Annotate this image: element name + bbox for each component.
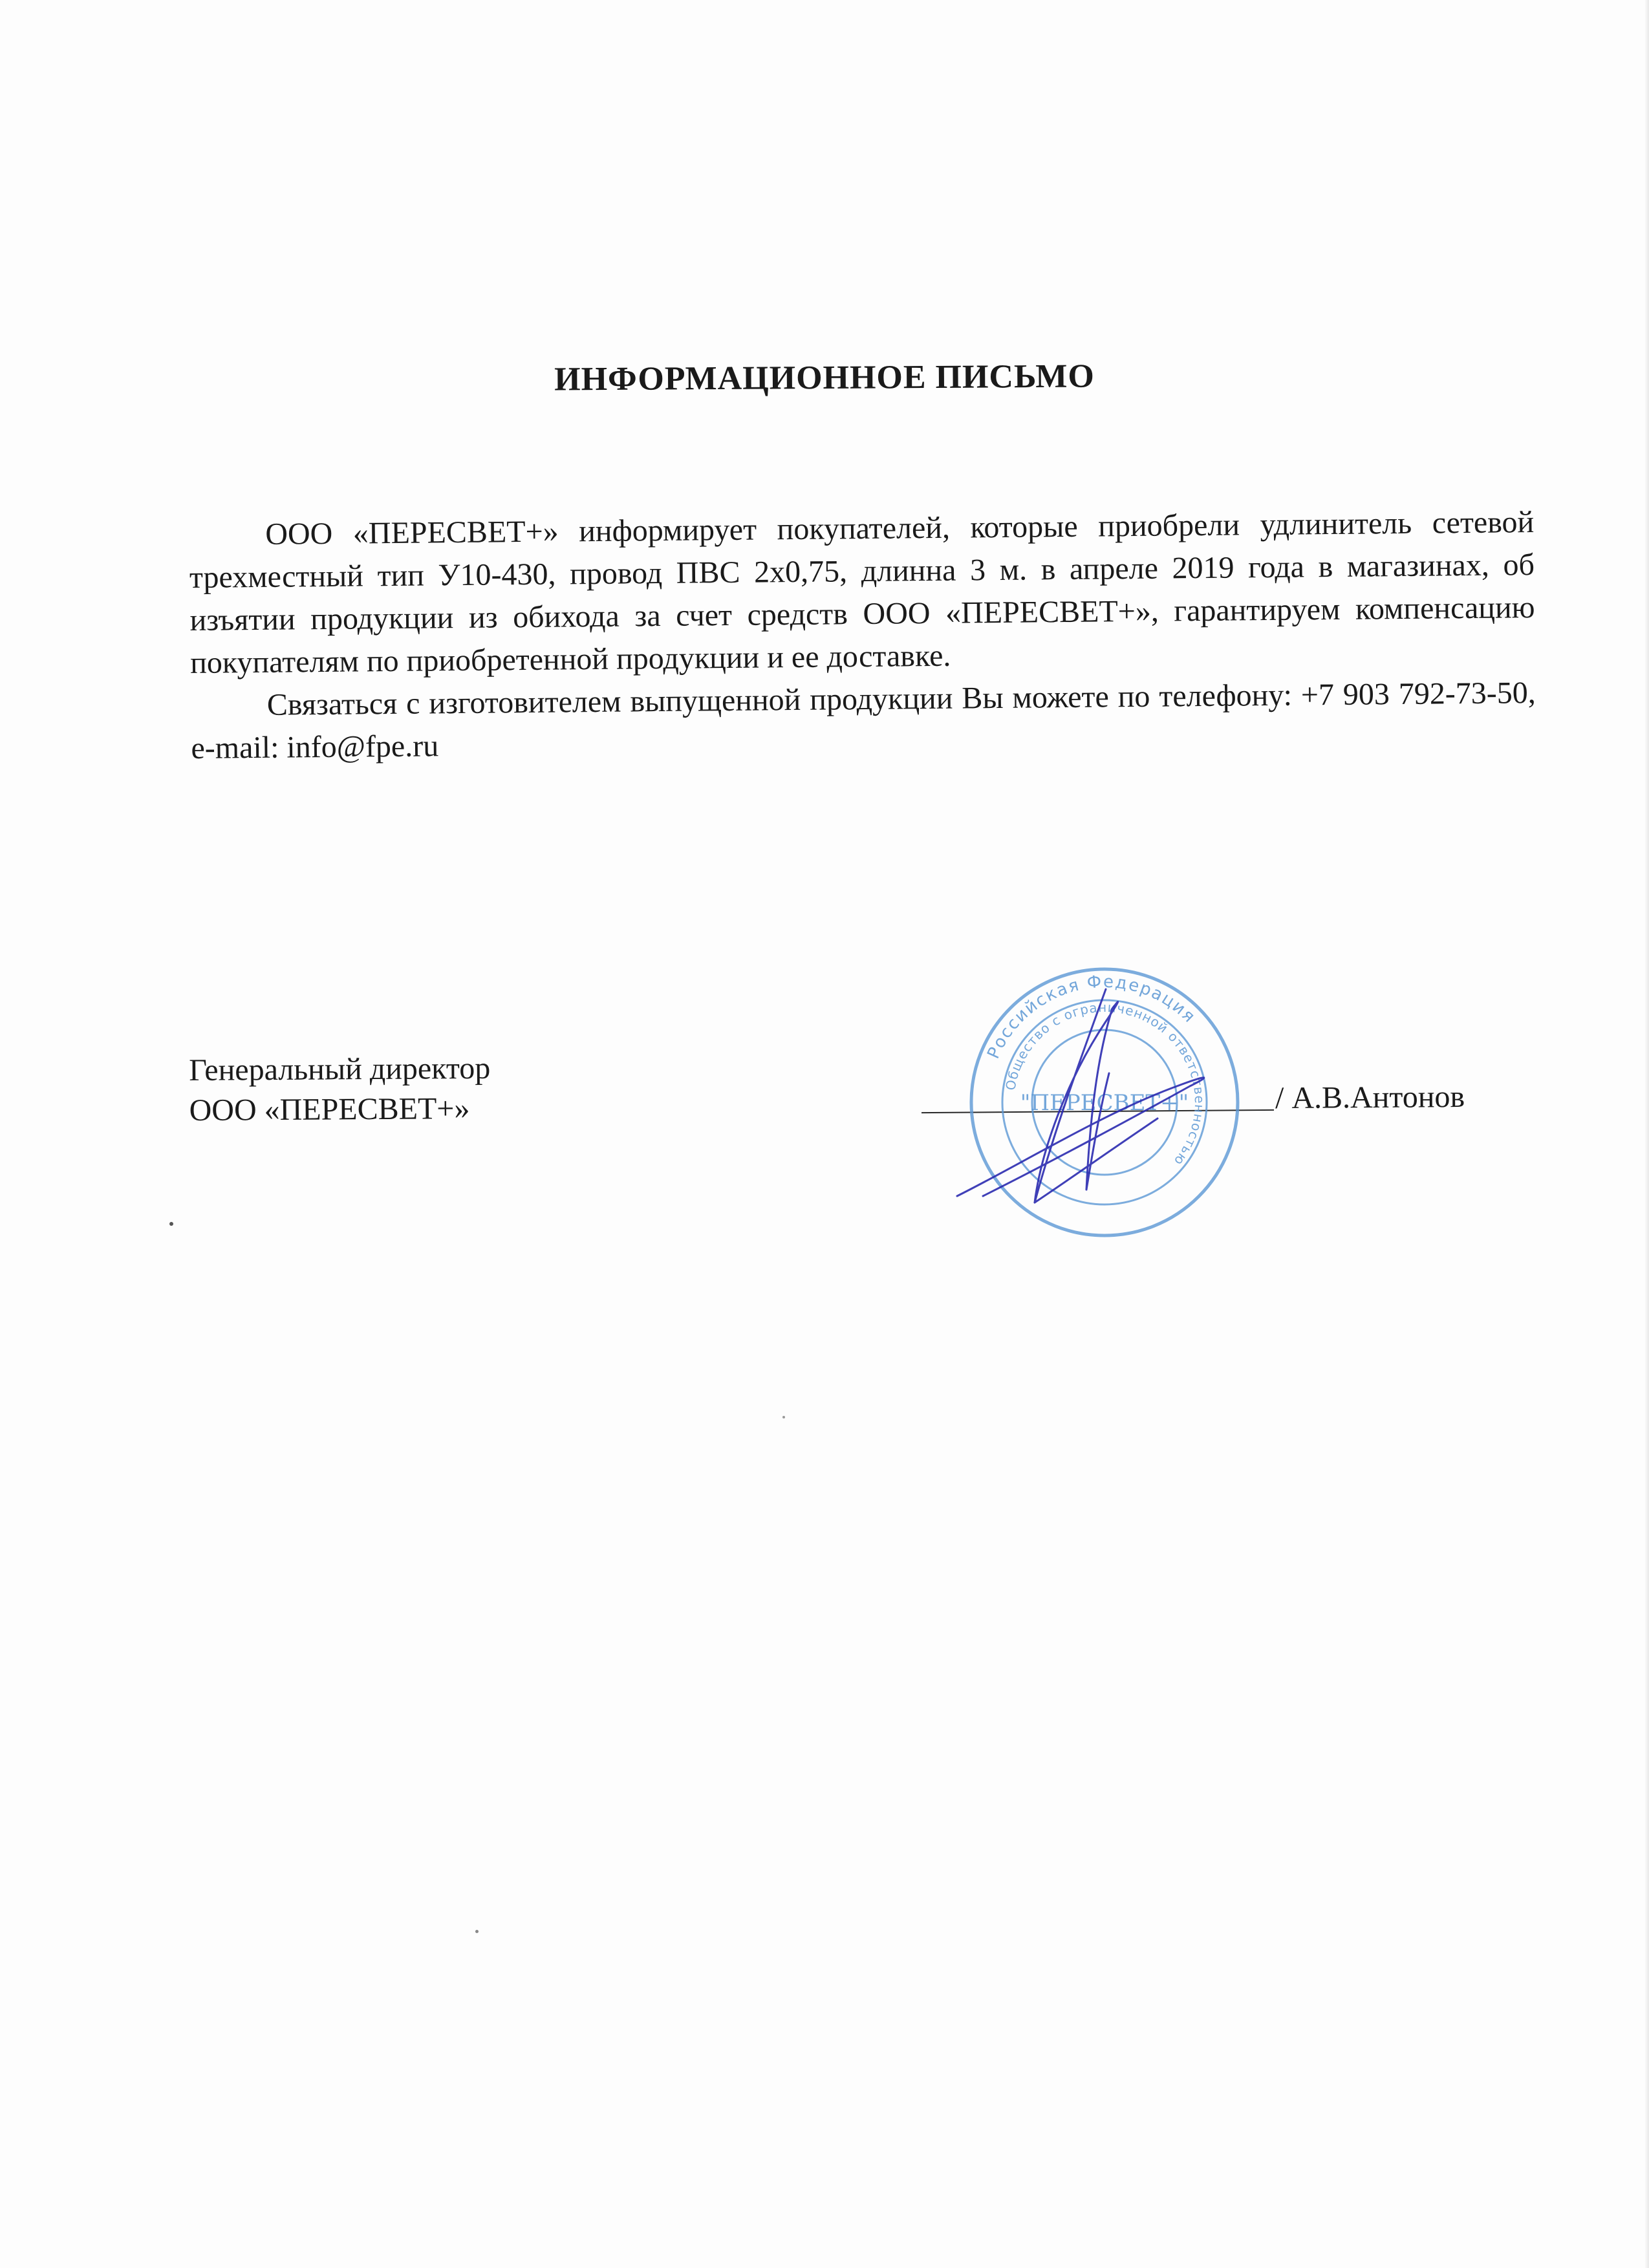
paragraph-notice: ООО «ПЕРЕСВЕТ+» информирует покупателей, которые приобрели удлинитель сетевой трехместный тип У10-430, провод ПВС 2х0,75, длинна 3 м. в апреле 2019 года в магазинах, об изъятии продукции из обихода за счет средств ООО «ПЕРЕСВЕТ+», гарантируем компенсацию покупателям по приобретенной продукции и ее доставке. [189, 505, 1535, 680]
paragraph-contacts: Связаться с изготовителем выпущенной продукции Вы можете по телефону: +7 903 792-73-50, e-mail: info@fpe.ru [191, 676, 1536, 765]
signatory-name-block [1275, 1079, 1465, 1116]
document-title: ИНФОРМАЦИОННОЕ ПИСЬМО [554, 358, 1095, 398]
scan-speck [782, 1416, 785, 1418]
scan-edge [1644, 0, 1649, 2268]
signatory-block [189, 1049, 491, 1131]
scan-speck [475, 1930, 479, 1933]
stamp-outer-text: Российская Федерация [984, 972, 1200, 1062]
signature-slash: / [1275, 1080, 1284, 1116]
stamp-center-text: "ПЕРЕСВЕТ+" [1020, 1090, 1189, 1116]
signatory-company: ООО «ПЕРЕСВЕТ+» [189, 1091, 470, 1128]
stamp-ring-text: Общество с ограниченной ответственностью [1002, 999, 1208, 1169]
scan-speck [169, 1222, 173, 1226]
handwritten-signature [944, 983, 1255, 1215]
signatory-position: Генеральный директор [189, 1051, 491, 1087]
signatory-name: А.В.Антонов [1291, 1079, 1465, 1115]
letter-body [189, 501, 1536, 770]
